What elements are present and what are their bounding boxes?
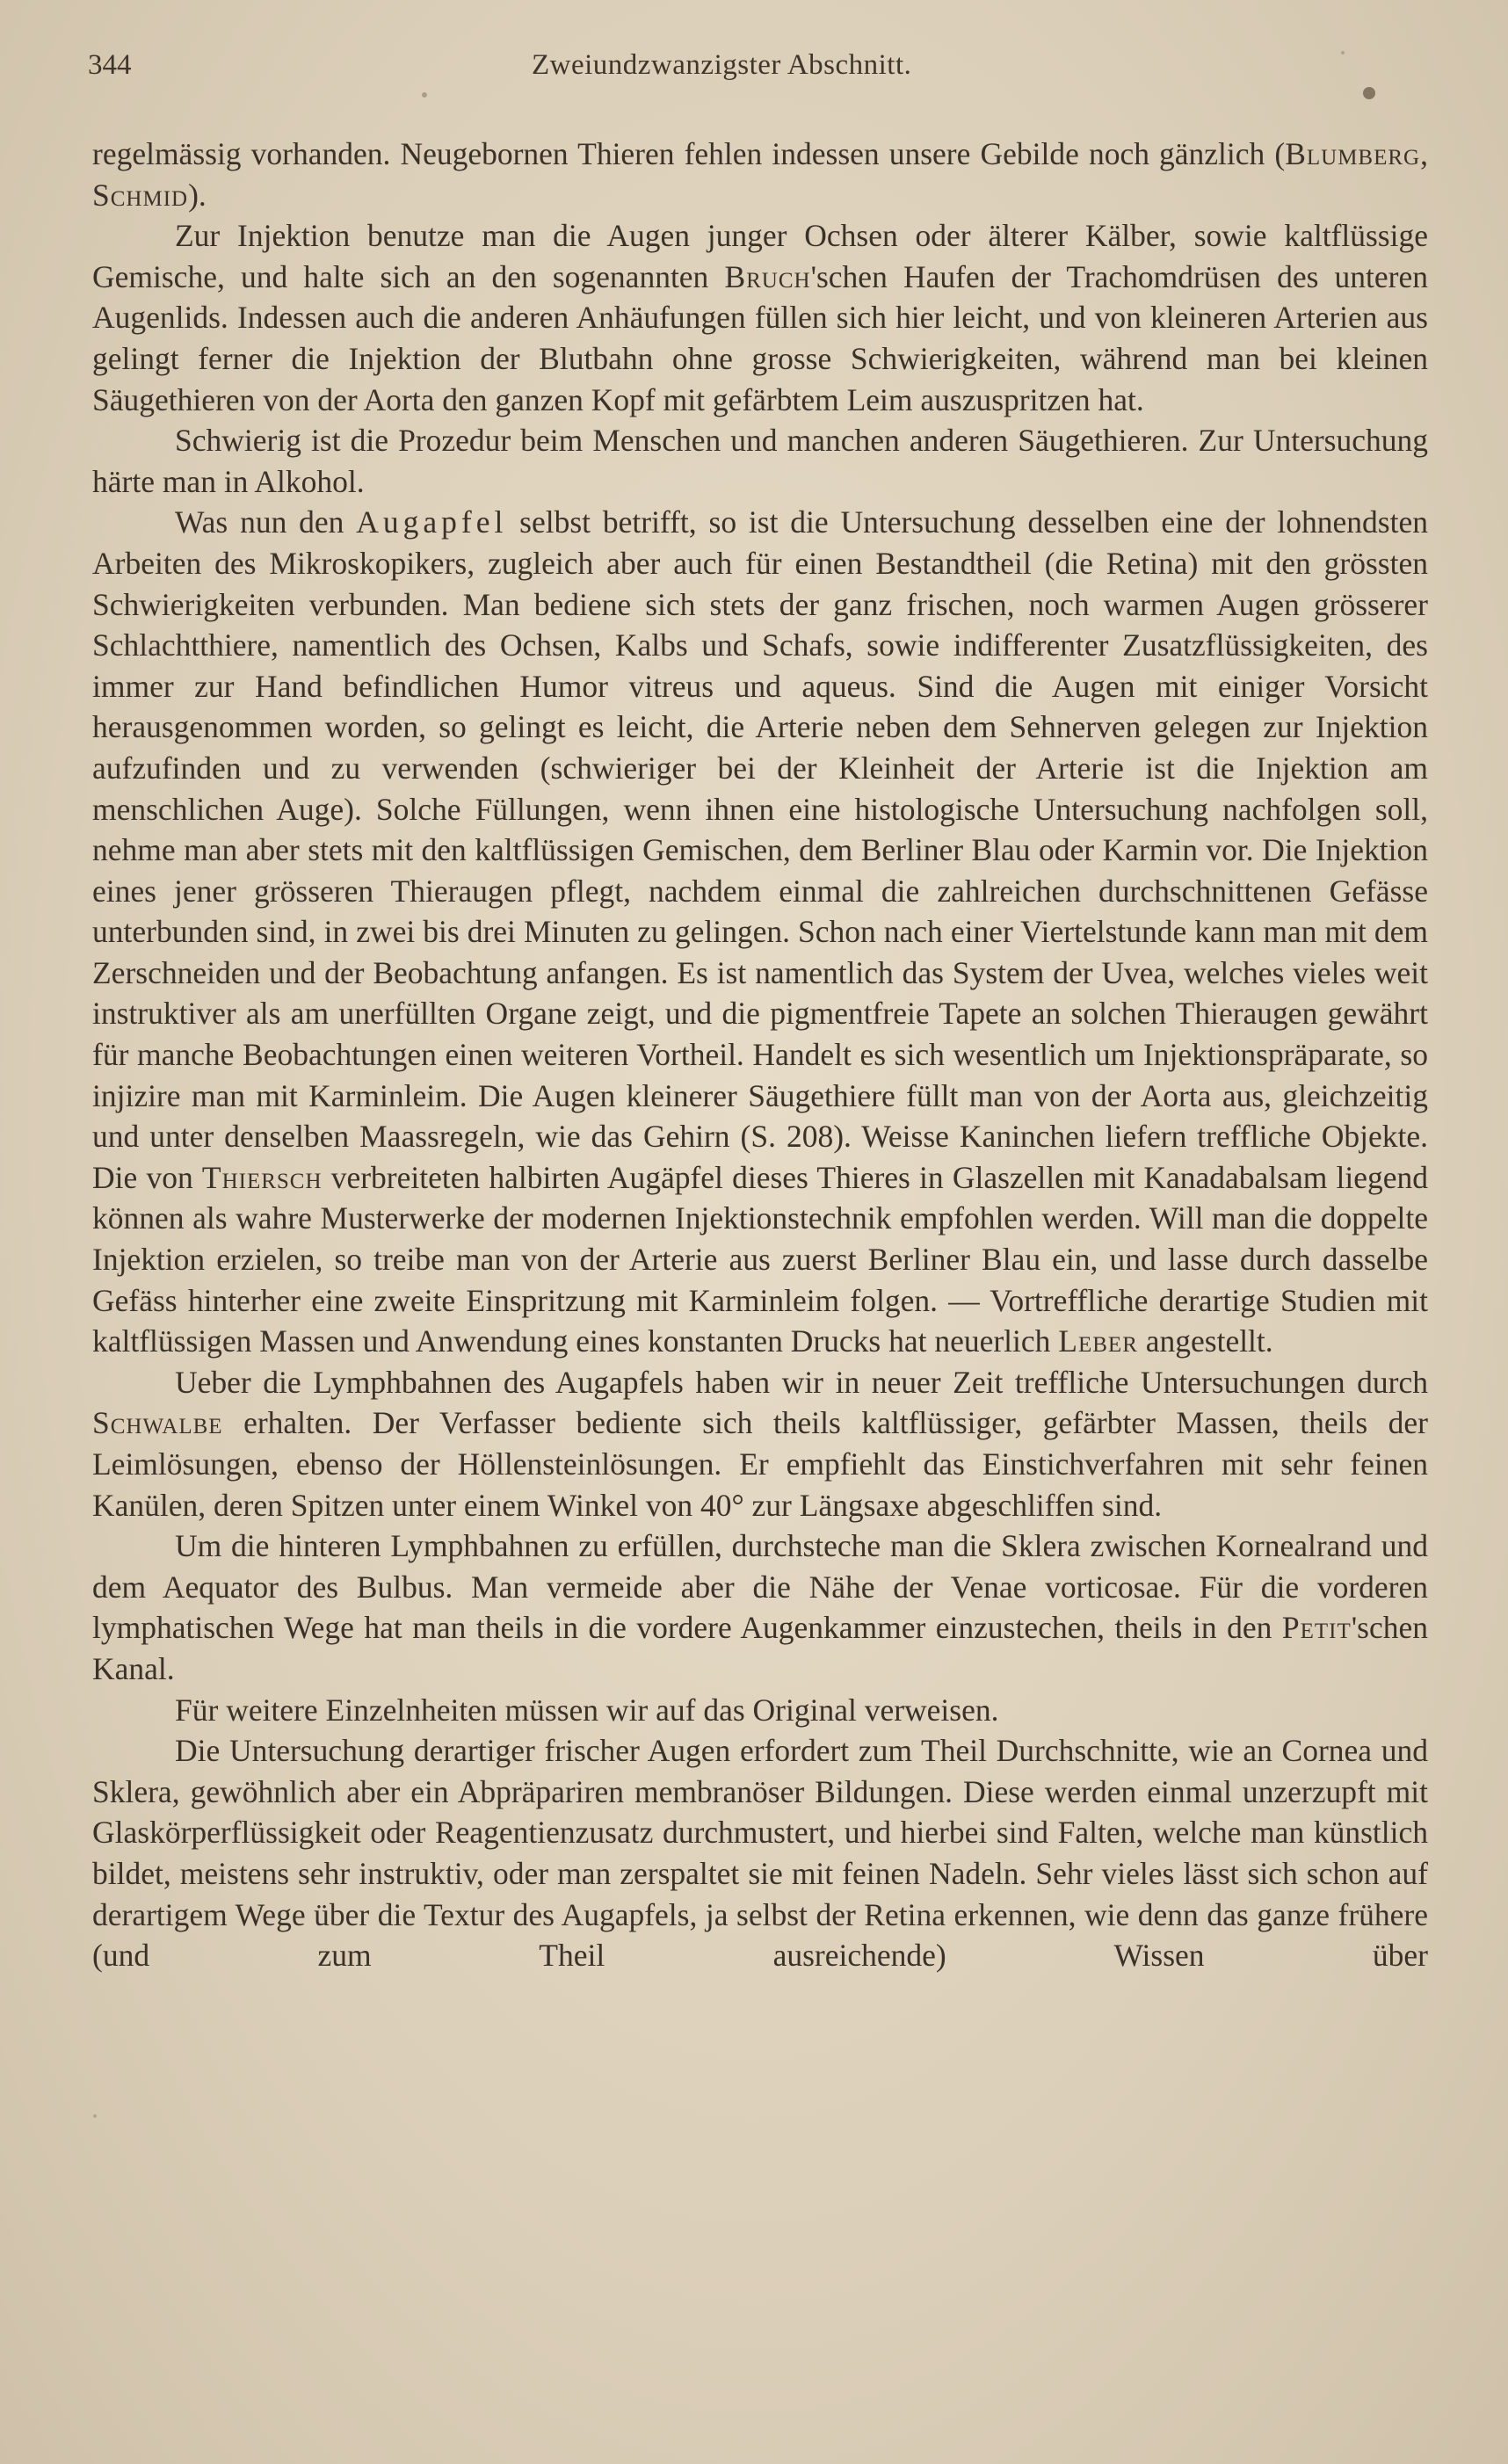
text-run: Was nun den bbox=[175, 504, 357, 540]
speck bbox=[93, 2114, 97, 2118]
text-run: Schwierig ist die Prozedur beim Menschen und manchen anderen Säugethieren. Zur Untersuchung härte man in Alkohol. bbox=[92, 423, 1428, 499]
text-run: Zur Injektion benutze man die Augen junger Ochsen oder älterer Kälber, sowie kaltflüssige Gemische, und halte sich an den sogenannten bbox=[92, 218, 1428, 294]
page-number: 344 bbox=[88, 49, 132, 81]
paragraph bbox=[92, 1526, 1428, 1689]
running-head: Zweiundzwanzigster Abschnitt. bbox=[532, 49, 912, 81]
text-run: ). bbox=[188, 177, 207, 213]
styled-text: Petit bbox=[1281, 1610, 1352, 1646]
paragraph bbox=[92, 215, 1428, 420]
styled-text: Augapfel bbox=[356, 504, 508, 540]
paragraph bbox=[92, 1730, 1428, 1976]
text-run: Um die hinteren Lymphbahnen zu erfüllen, durchsteche man die Sklera zwischen Kornealrand und dem Aequator des Bulbus. Man vermeide aber die Nähe der Venae vorticosae. Für die vorderen lymphatischen Wege hat man theils in die vordere Augenkammer einzustechen, theils in den bbox=[92, 1528, 1428, 1646]
styled-text: Thiersch bbox=[201, 1159, 323, 1195]
paragraph bbox=[92, 1362, 1428, 1526]
text-run: Ueber die Lymphbahnen des Augapfels haben wir in neuer Zeit treffliche Untersuchungen durch bbox=[175, 1364, 1428, 1400]
text-run: 'schen Kanal. bbox=[92, 1610, 1428, 1686]
styled-text: Bruch bbox=[724, 258, 811, 294]
paragraph bbox=[92, 420, 1428, 502]
text-run: Die Untersuchung derartiger frischer Augen erfordert zum Theil Durchschnitte, wie an Cornea und Sklera, gewöhnlich aber ein Abpräpariren membranöser Bildungen. Diese werden einmal unzerzupft mit Glaskörperflüssigkeit oder Reagentienzusatz durchmustert, und hierbei sind Falten, welche man künstlich bildet, meistens sehr instruktiv, oder man zerspaltet sie mit feinen Nadeln. Sehr vieles lässt sich schon auf derartigem Wege über die Textur des Augapfels, ja selbst der Retina erkennen, wie denn das ganze frühere (und zum Theil ausreichende) Wissen über bbox=[92, 1733, 1428, 1974]
text-run: 'schen Haufen der Trachomdrüsen des unteren Augenlids. Indessen auch die anderen Anhäufungen füllen sich hier leicht, und von kleineren Arterien aus gelingt ferner die Injektion der Blutbahn ohne grosse Schwierigkeiten, während man bei kleinen Säugethieren von der Aorta den ganzen Kopf mit gefärbtem Leim auszuspritzen hat. bbox=[92, 258, 1428, 417]
text-run: Für weitere Einzelnheiten müssen wir auf das Original verweisen. bbox=[175, 1692, 999, 1728]
text-run: verbreiteten halbirten Augäpfel dieses Thieres in Glaszellen mit Kanadabalsam liegend können als wahre Musterwerke der modernen Injektionstechnik empfohlen werden. Will man die doppelte Injektion erzielen, so treibe man von der Arterie aus zuerst Berliner Blau ein, und lasse durch dasselbe Gefäss hinterher eine zweite Einspritzung mit Karminleim folgen. — Vortreffliche derartige Studien mit kaltflüssigen Massen und Anwendung eines konstanten Drucks hat neuerlich bbox=[92, 1159, 1429, 1359]
paragraph bbox=[92, 502, 1428, 1361]
styled-text: Leber bbox=[1058, 1323, 1138, 1359]
text-run: erhalten. Der Verfasser bediente sich theils kaltflüssiger, gefärbter Massen, theils der Leimlösungen, ebenso der Höllensteinlösungen. Er empfiehlt das Einstichverfahren mit sehr feinen Kanülen, deren Spitzen unter einem Winkel von 40° zur Längsaxe abgeschliffen sind. bbox=[92, 1405, 1428, 1523]
text-run: regelmässig vorhanden. Neugebornen Thieren fehlen indessen unsere Gebilde noch gänzlich ( bbox=[92, 136, 1286, 171]
text-run: , bbox=[1420, 136, 1428, 171]
page-header bbox=[88, 49, 1424, 93]
body-text bbox=[92, 134, 1428, 1976]
styled-text: Blumberg bbox=[1285, 136, 1421, 171]
styled-text: Schwalbe bbox=[92, 1405, 223, 1441]
styled-text: Schmid bbox=[92, 177, 189, 213]
paragraph bbox=[92, 134, 1428, 215]
text-run: selbst betrifft, so ist die Untersuchung desselben eine der lohnendsten Arbeiten des Mikroskopikers, zugleich aber auch für einen Bestandtheil (die Retina) mit den grössten Schwierigkeiten verbunden. Man bediene sich stets der ganz frischen, noch warmen Augen grösserer Schlachtthiere, namentlich des Ochsen, Kalbs und Schafs, sowie indifferenter Zusatzflüssigkeiten, des immer zur Hand befindlichen Humor vitreus und aqueus. Sind die Augen mit einiger Vorsicht herausgenommen worden, so gelingt es leicht, die Arterie neben dem Sehnerven gelegen zur Injektion aufzufinden und zu verwenden (schwieriger bei der Kleinheit der Arterie ist die Injektion am menschlichen Auge). Solche Füllungen, wenn ihnen eine histologische Untersuchung nachfolgen soll, nehme man aber stets mit den kaltflüssigen Gemischen, dem Berliner Blau oder Karmin vor. Die Injektion eines jener grösseren Thieraugen pflegt, nachdem einmal die zahlreichen durchschnittenen Gefässe unterbunden sind, in zwei bis drei Minuten zu gelingen. Schon nach einer Viertelstunde kann man mit dem Zerschneiden und der Beobachtung anfangen. Es ist namentlich das System der Uvea, welches vieles weit instruktiver als am unerfüllten Organe zeigt, und die pigmentfreie Tapete an solchen Thieraugen gewährt für manche Beobachtungen einen weiteren Vortheil. Handelt es sich wesentlich um Injektionspräparate, so injizire man mit Karminleim. Die Augen kleinerer Säugethiere füllt man von der Aorta aus, gleichzeitig und unter denselben Maassregeln, wie das Gehirn (S. 208). Weisse Kaninchen liefern treffliche Objekte. Die von bbox=[92, 504, 1428, 1195]
paragraph bbox=[92, 1690, 1428, 1731]
text-run: angestellt. bbox=[1137, 1323, 1273, 1359]
